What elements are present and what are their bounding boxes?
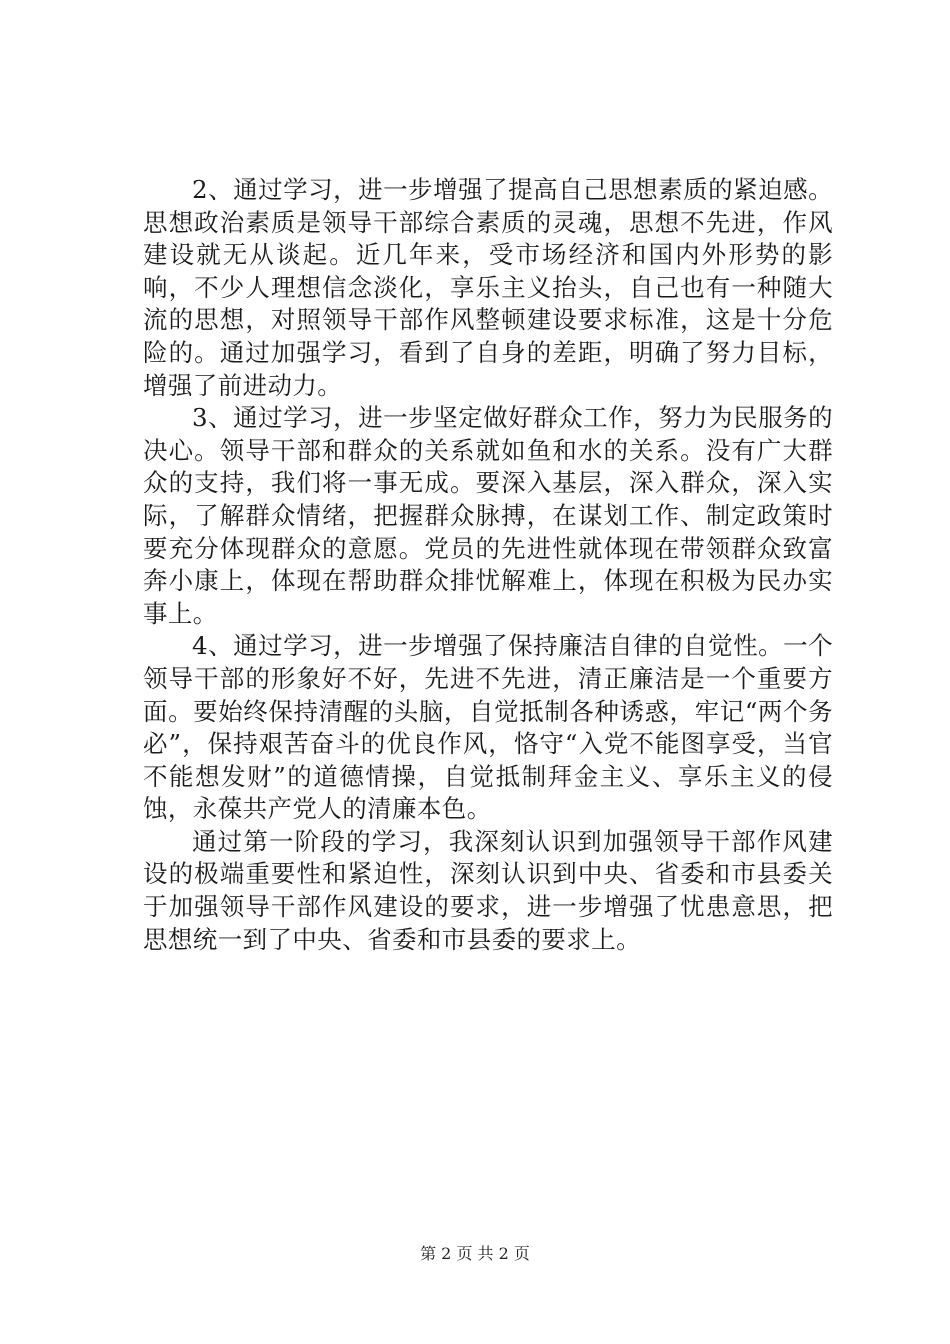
paragraph-conclusion: 通过第一阶段的学习，我深刻认识到加强领导干部作风建设的极端重要性和紧迫性，深刻认识到中央、省委和市县委关于加强领导干部作风建设的要求，进一步增强了忧患意思，把思想统一到了中央、省委和市县委的要求上。 [143,826,833,954]
page-footer: 第 2 页 共 2 页 [420,1244,530,1263]
paragraph-point-4: 4、通过学习，进一步增强了保持廉洁自律的自觉性。一个领导干部的形象好不好，先进不先进，清正廉洁是一个重要方面。要始终保持清醒的头脑，自觉抵制各种诱惑，牢记“两个务必”，保持艰苦奋斗的优良作风，恪守“入党不能图享受，当官不能想发财”的道德情操，自觉抵制拜金主义、享乐主义的侵蚀，永葆共产党人的清廉本色。 [143,631,833,824]
paragraph-point-2: 2、通过学习，进一步增强了提高自己思想素质的紧迫感。思想政治素质是领导干部综合素质的灵魂，思想不先进，作风建设就无从谈起。近几年来，受市场经济和国内外形势的影响，不少人理想信念淡化，享乐主义抬头，自己也有一种随大流的思想，对照领导干部作风整顿建设要求标准，这是十分危险的。通过加强学习，看到了自身的差距，明确了努力目标，增强了前进动力。 [143,175,833,400]
document-body [143,174,833,956]
paragraph-point-3: 3、通过学习，进一步坚定做好群众工作，努力为民服务的决心。领导干部和群众的关系就如鱼和水的关系。没有广大群众的支持，我们将一事无成。要深入基层，深入群众，深入实际，了解群众情绪，把握群众脉搏，在谋划工作、制定政策时要充分体现群众的意愿。党员的先进性就体现在带领群众致富奔小康上，体现在帮助群众排忧解难上，体现在积极为民办实事上。 [143,403,833,628]
